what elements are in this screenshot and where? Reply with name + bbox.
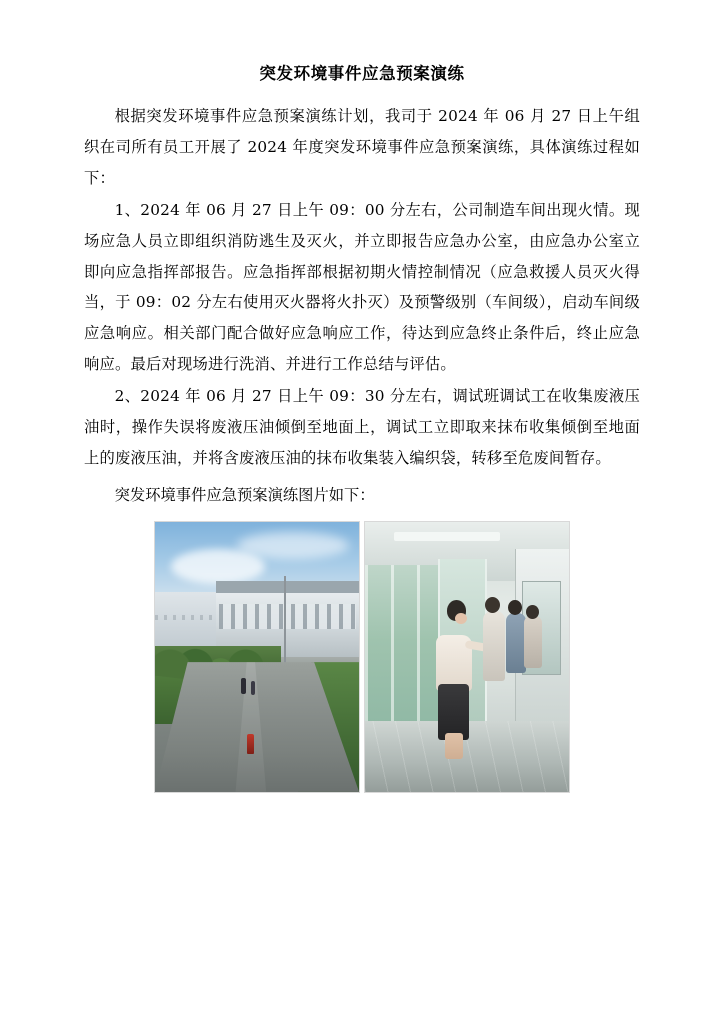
person-figure [251, 681, 255, 695]
fire-extinguisher [247, 734, 254, 754]
window-wall [365, 565, 447, 732]
ceiling-light [394, 532, 500, 540]
photo-corridor-evacuation [364, 521, 570, 793]
person-figure [438, 684, 469, 740]
person-figure [524, 616, 542, 668]
person-figure [508, 600, 522, 615]
figure-group [84, 521, 640, 793]
paragraph-item-2: 2、2024 年 06 月 27 日上午 09：30 分左右，调试班调试工在收集废液压油时，操作失误将废液压油倾倒至地面上，调试工立即取来抹布收集倾倒至地面上的废液压油，并将含废液压油的抹布收集装入编织袋，转移至危废间暂存。 [84, 387, 640, 467]
person-figure [506, 613, 526, 673]
paragraph-intro: 根据突发环境事件应急预案演练计划，我司于 2024 年 06 月 27 日上午组织在司所有员工开展了 2024 年度突发环境事件应急预案演练，具体演练过程如下： [84, 107, 640, 187]
person-figure [445, 733, 463, 759]
document-body [84, 62, 640, 793]
paragraph-item-1: 1、2024 年 06 月 27 日上午 09：00 分左右，公司制造车间出现火情。现场应急人员立即组织消防逃生及灭火，并立即报告应急办公室，由应急办公室立即向应急指挥部报告。应急指挥部根据初期火情控制情况（应急救援人员灭火得当，于 09：02 分左右使用灭火器将火扑灭）及预警级别（车间级），启动车间级应急响应。相关部门配合做好应急响应工作，待达到应急终止条件后，终止应急响应。最后对现场进行洗消、并进行工作总结与评估。 [84, 200, 640, 374]
light-pole [284, 576, 286, 668]
building-left [155, 592, 225, 646]
figure-caption: 突发环境事件应急预案演练图片如下： [114, 485, 375, 504]
photo-factory-road [154, 521, 360, 793]
person-figure [241, 678, 246, 694]
page-title: 突发环境事件应急预案演练 [259, 64, 465, 83]
person-figure [483, 611, 505, 681]
